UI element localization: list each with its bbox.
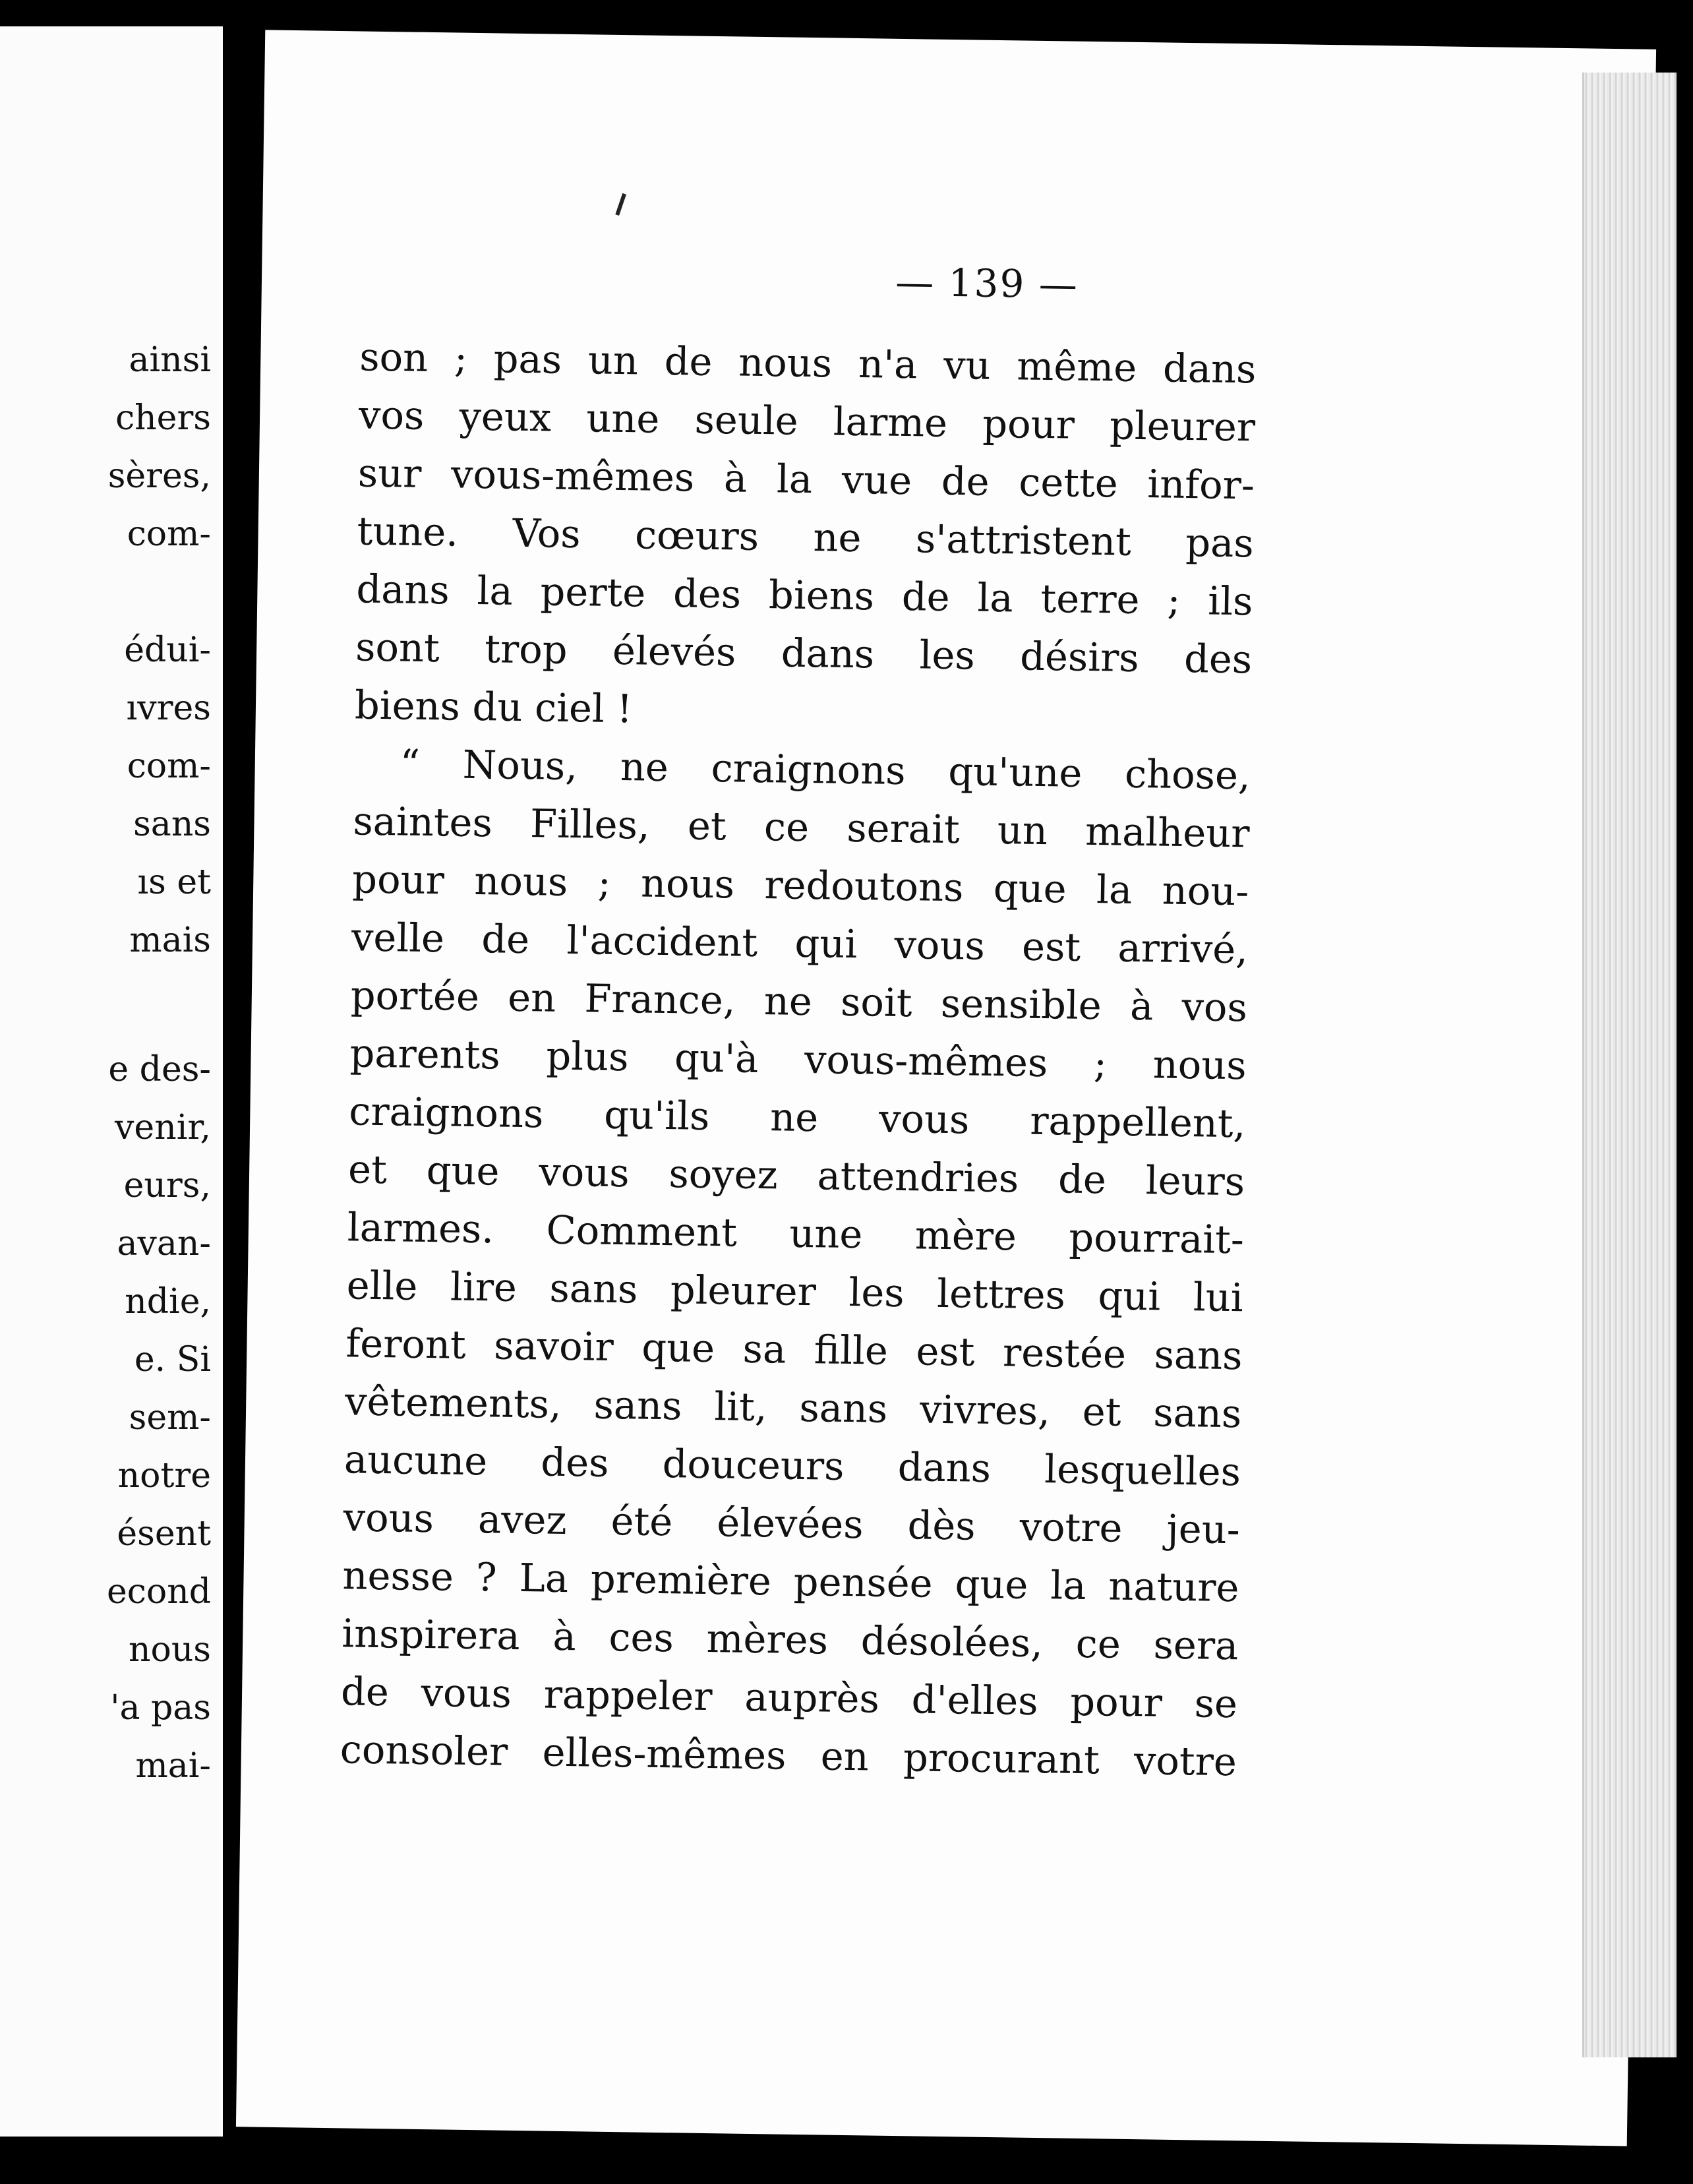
body-text [340,328,1257,1791]
text-line: aucune des douceurs dans lesquelles [343,1436,1241,1495]
left-line: sem- [129,1398,211,1438]
page-edges [1582,73,1677,2057]
left-line: ıvres [126,688,211,728]
text-line: vous avez été élevées dès votre jeu- [343,1494,1241,1553]
text-line: sont trop élevés dans les désirs des [355,624,1253,682]
text-line: pour nous ; nous redoutons que la nou- [351,856,1249,915]
left-line: nous [129,1630,211,1670]
text-line: saintes Filles, et ce serait un malheur [353,798,1250,857]
text-line: “ Nous, ne craignons qu'une chose, [400,741,1251,799]
text-line: dans la perte des biens de la terre ; ils [356,566,1253,624]
left-line: sans [133,804,211,844]
text-line: feront savoir que sa fille est restée sans [345,1320,1243,1379]
left-line: avan- [117,1224,211,1263]
left-line: sères, [107,456,211,496]
page-number: — 139 — [895,259,1079,307]
left-line: notre [117,1456,211,1496]
left-line: mai- [135,1746,211,1786]
left-line: e. Si [134,1340,211,1380]
text-line: parents plus qu'à vous-mêmes ; nous [349,1030,1247,1089]
left-line: ésent [117,1514,211,1554]
text-line: craignons qu'ils ne vous rappellent, [348,1088,1246,1147]
left-line: venir, [115,1108,211,1147]
left-line: mais [129,921,211,960]
left-line: ıs et [137,863,211,902]
left-page [0,26,223,2137]
text-line: de vous rappeler auprès d'elles pour se [340,1668,1238,1727]
left-line: ndie, [125,1282,211,1321]
left-line: com- [127,514,211,554]
left-line: eurs, [123,1166,211,1205]
text-line: vos yeux une seule larme pour pleurer [358,392,1256,450]
right-page [236,30,1656,2146]
left-line: ainsi [129,340,211,380]
text-line: elle lire sans pleurer les lettres qui lui [346,1262,1244,1321]
ink-speck [615,193,626,216]
text-line: tune. Vos cœurs ne s'attristent pas [357,508,1255,566]
left-line: 'a pas [110,1688,211,1728]
text-line: consoler elles-mêmes en procurant votre [340,1726,1237,1785]
left-line: com- [127,746,211,786]
left-line: econd [107,1572,211,1612]
text-line: son ; pas un de nous n'a vu même dans [359,334,1257,392]
left-line: chers [115,398,211,438]
text-line: velle de l'accident qui vous est arrivé, [351,914,1249,973]
text-line: inspirera à ces mères désolées, ce sera [341,1610,1239,1669]
text-line: sur vous-mêmes à la vue de cette infor- [357,450,1255,508]
text-line: biens du ciel ! [354,682,633,732]
text-line: vêtements, sans lit, sans vivres, et sans [344,1378,1242,1437]
text-line: nesse ? La première pensée que la nature [342,1552,1239,1611]
text-line: larmes. Comment une mère pourrait- [347,1204,1245,1263]
left-line: édui- [124,630,211,670]
left-line: e des- [108,1050,211,1089]
text-line: portée en France, ne soit sensible à vos [350,972,1248,1031]
text-line: et que vous soyez attendries de leurs [347,1146,1245,1205]
